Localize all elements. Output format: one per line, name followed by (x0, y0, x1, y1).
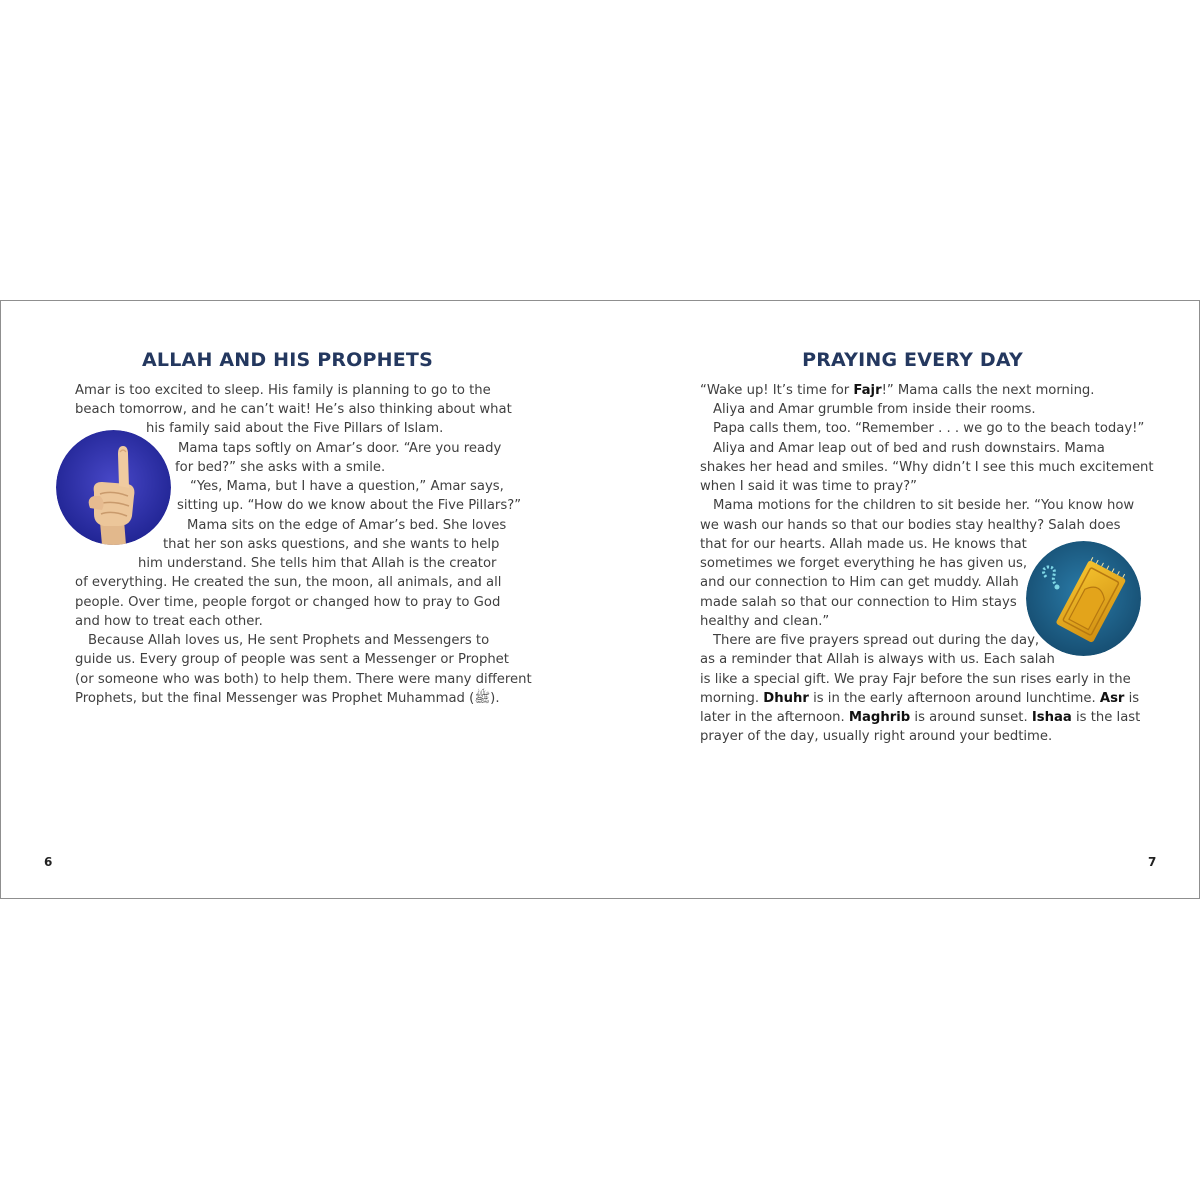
body-line: healthy and clean.” (700, 614, 830, 629)
body-line: we wash our hands so that our bodies stay healthy? Salah does (700, 518, 1121, 533)
body-line: “Wake up! It’s time for Fajr!” Mama calls the next morning. (700, 383, 1095, 398)
body-line: Aliya and Amar leap out of bed and rush downstairs. Mama (713, 441, 1105, 456)
body-line: “Yes, Mama, but I have a question,” Amar says, (190, 479, 504, 494)
body-line: Aliya and Amar grumble from inside their rooms. (713, 402, 1036, 417)
body-line: that for our hearts. Allah made us. He knows that (700, 537, 1027, 552)
body-line: him understand. She tells him that Allah is the creator (138, 556, 497, 571)
body-line: Mama motions for the children to sit beside her. “You know how (713, 498, 1135, 513)
body-line: sometimes we forget everything he has given us, (700, 556, 1028, 571)
body-line: guide us. Every group of people was sent a Messenger or Prophet (75, 652, 509, 667)
body-line: beach tomorrow, and he can’t wait! He’s also thinking about what (75, 402, 512, 417)
body-line: Mama sits on the edge of Amar’s bed. She loves (187, 518, 507, 533)
page-number: 7 (1148, 855, 1157, 869)
body-line: sitting up. “How do we know about the Five Pillars?” (177, 498, 522, 513)
body-line: prayer of the day, usually right around your bedtime. (700, 729, 1053, 744)
body-line: his family said about the Five Pillars of Islam. (146, 421, 444, 436)
body-line: Amar is too excited to sleep. His family is planning to go to the (75, 383, 491, 398)
body-line: and how to treat each other. (75, 614, 263, 629)
body-line: when I said it was time to pray?” (700, 479, 917, 494)
page-number: 6 (44, 855, 53, 869)
prayer-rug-icon (1026, 541, 1141, 656)
body-line: Prophets, but the final Messenger was Prophet Muhammad (ﷺ). (75, 691, 500, 706)
book-spread (0, 300, 1200, 899)
right-page (600, 301, 1199, 898)
page-title: PRAYING EVERY DAY (802, 349, 1023, 371)
body-line: morning. Dhuhr is in the early afternoon around lunchtime. Asr is (700, 691, 1140, 706)
body-line: Mama taps softly on Amar’s door. “Are you ready (178, 441, 502, 456)
left-page (1, 301, 600, 898)
body-line: shakes her head and smiles. “Why didn’t I see this much excitement (700, 460, 1154, 475)
body-line: is like a special gift. We pray Fajr before the sun rises early in the (700, 672, 1131, 687)
body-line: later in the afternoon. Maghrib is around sunset. Ishaa is the last (700, 710, 1141, 725)
body-line: people. Over time, people forgot or changed how to pray to God (75, 595, 501, 610)
body-line: as a reminder that Allah is always with us. Each salah (700, 652, 1055, 667)
body-line: of everything. He created the sun, the moon, all animals, and all (75, 575, 502, 590)
raised-index-finger-icon (56, 430, 171, 545)
body-line: Because Allah loves us, He sent Prophets and Messengers to (88, 633, 490, 648)
body-line: for bed?” she asks with a smile. (175, 460, 386, 475)
body-line: made salah so that our connection to Him stays (700, 595, 1017, 610)
body-line: (or someone who was both) to help them. There were many different (75, 672, 532, 687)
body-line: that her son asks questions, and she wants to help (163, 537, 500, 552)
body-line: Papa calls them, too. “Remember . . . we go to the beach today!” (713, 421, 1145, 436)
body-line: and our connection to Him can get muddy. Allah (700, 575, 1019, 590)
body-line: There are five prayers spread out during the day, (713, 633, 1040, 648)
page-title: ALLAH AND HIS PROPHETS (142, 349, 433, 371)
